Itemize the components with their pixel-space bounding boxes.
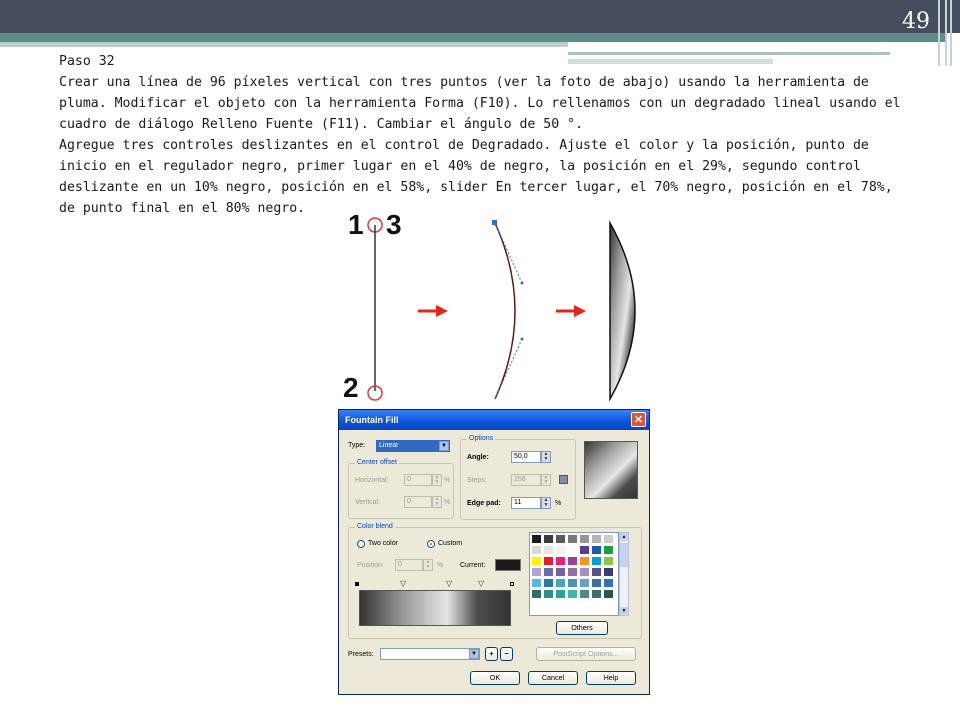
palette-swatch[interactable] (543, 589, 554, 599)
vertical-percent: % (444, 499, 451, 506)
palette-swatch[interactable] (543, 578, 554, 588)
lock-icon[interactable] (559, 475, 568, 484)
palette-swatch[interactable] (531, 567, 542, 577)
ok-button[interactable]: OK (470, 671, 520, 685)
frame-line-3 (950, 0, 952, 66)
palette-swatch[interactable] (555, 545, 566, 555)
palette-swatch[interactable] (591, 567, 602, 577)
dialog-titlebar (339, 410, 649, 430)
palette-swatch[interactable] (603, 589, 614, 599)
palette-swatch[interactable] (579, 534, 590, 544)
palette-scrollbar[interactable] (619, 532, 629, 616)
palette-swatch[interactable] (591, 545, 602, 555)
frame-line-2 (945, 0, 947, 66)
palette-swatch[interactable] (555, 556, 566, 566)
palette-swatch[interactable] (603, 545, 614, 555)
chevron-down-icon[interactable]: ▼ (439, 441, 449, 451)
palette-swatch[interactable] (579, 567, 590, 577)
remove-preset-button[interactable]: − (500, 647, 513, 661)
palette-swatch[interactable] (603, 567, 614, 577)
position-percent: % (437, 562, 444, 569)
position-label: Position: (357, 562, 384, 569)
vertical-input[interactable]: 0 (404, 496, 432, 508)
steps-input[interactable]: 256 (511, 474, 541, 486)
palette-swatch[interactable] (555, 567, 566, 577)
palette-swatch[interactable] (543, 534, 554, 544)
steps-spinner[interactable]: ▲ ▼ (541, 474, 551, 486)
angle-label: Angle: (467, 454, 489, 461)
type-value: Linear (379, 442, 399, 449)
palette-swatch[interactable] (603, 578, 614, 588)
add-preset-button[interactable]: + (485, 647, 498, 661)
angle-spinner[interactable]: ▲ ▼ (541, 451, 551, 463)
presets-label: Presets: (348, 651, 374, 658)
horizontal-input[interactable]: 0 (404, 474, 432, 486)
angle-input[interactable]: 50,0 (511, 451, 541, 463)
paragraph-1: Crear una línea de 96 píxeles vertical con tres puntos (ver la foto de abajo) usando la herramienta de pluma. Modificar el objeto con la herramienta Forma (F10). Lo rellenamos con un degradado lineal usando el cuadro de diálogo Relleno Fuente (F11). Cambiar el ángulo de 50 °. (59, 75, 901, 132)
vertical-spinner[interactable]: ▲ ▼ (432, 496, 442, 508)
two-color-radio[interactable] (357, 540, 365, 548)
body-text (59, 51, 909, 219)
color-blend-title: Color blend (357, 523, 393, 530)
point-label-3: 3 (386, 209, 402, 240)
palette-swatch[interactable] (591, 534, 602, 544)
point-label-1: 1 (348, 209, 364, 240)
start-stop-marker[interactable] (355, 582, 359, 586)
gradient-preview (584, 441, 638, 499)
color-blend-group (348, 523, 642, 639)
accent-bar (0, 33, 945, 42)
scroll-up-icon[interactable]: ▲ (621, 534, 627, 540)
horizontal-percent: % (444, 477, 451, 484)
center-offset-group (348, 459, 454, 519)
position-input[interactable]: 0 (395, 559, 423, 571)
accent-strip (0, 42, 568, 47)
palette-swatch[interactable] (603, 556, 614, 566)
palette-swatch[interactable] (567, 578, 578, 588)
presets-chevron-down-icon[interactable]: ▼ (469, 649, 479, 659)
control-point-icon-2 (521, 338, 524, 341)
palette-swatch[interactable] (567, 545, 578, 555)
presets-select[interactable] (380, 648, 480, 660)
current-color-swatch[interactable] (495, 559, 521, 571)
control-point-icon (521, 282, 524, 285)
postscript-options-button[interactable]: PostScript Options... (536, 647, 636, 661)
palette-swatch[interactable] (531, 534, 542, 544)
options-group (460, 435, 576, 520)
others-button[interactable]: Others (556, 621, 608, 635)
paragraph-2: Agregue tres controles deslizantes en el control de Degradado. Ajuste el color y la posición, punto de inicio en el regulador negro, primer lugar en el 40% de negro, la posición en el 29%, segundo control deslizante en un 10% negro, posición en el 58%, slider En tercer lugar, el 70% negro, posición en el 78%, de punto final en el 80% negro. (59, 138, 893, 216)
palette-swatch[interactable] (579, 556, 590, 566)
palette-swatch[interactable] (567, 589, 578, 599)
palette-swatch[interactable] (579, 545, 590, 555)
palette-swatch[interactable] (531, 589, 542, 599)
custom-radio[interactable] (427, 540, 435, 548)
position-spinner[interactable]: ▲ ▼ (423, 559, 433, 571)
center-offset-title: Center offset (357, 459, 397, 466)
palette-swatch[interactable] (555, 534, 566, 544)
palette-swatch[interactable] (591, 578, 602, 588)
fountain-fill-dialog (338, 409, 650, 695)
end-stop-marker[interactable] (510, 582, 514, 586)
edge-pad-label: Edge pad: (467, 500, 501, 507)
edge-pad-percent: % (555, 500, 562, 507)
two-color-label: Two color (368, 540, 398, 547)
options-title: Options (469, 435, 494, 442)
palette-swatch[interactable] (543, 545, 554, 555)
curved-path (495, 223, 515, 399)
palette-swatch[interactable] (579, 589, 590, 599)
current-label: Current: (460, 562, 486, 569)
cancel-button[interactable]: Cancel (528, 671, 578, 685)
palette-swatch[interactable] (531, 556, 542, 566)
node-handle-icon (492, 220, 497, 225)
palette-swatch[interactable] (555, 578, 566, 588)
palette-swatch[interactable] (591, 589, 602, 599)
scroll-thumb[interactable] (620, 543, 628, 567)
gradient-bar[interactable] (359, 590, 511, 626)
horizontal-label: Horizontal: (355, 477, 389, 484)
type-label: Type: (348, 442, 366, 449)
slider-marker-2-icon[interactable]: ▽ (446, 579, 453, 588)
control-handle-line-2 (495, 339, 522, 399)
steps-label: Steps: (467, 477, 487, 484)
palette-swatch[interactable] (555, 589, 566, 599)
palette-swatch[interactable] (567, 534, 578, 544)
page-number: 49 (902, 9, 930, 34)
palette-swatch[interactable] (543, 556, 554, 566)
edge-pad-spinner[interactable]: ▲ ▼ (541, 497, 551, 509)
custom-label: Custom (438, 540, 463, 547)
gradient-filled-shape (610, 223, 635, 399)
palette-swatch[interactable] (531, 578, 542, 588)
dialog-title: Fountain Fill (345, 415, 399, 425)
diagram-graphics (330, 205, 660, 410)
slider-marker-1-icon[interactable]: ▽ (400, 579, 407, 588)
color-palette[interactable] (529, 532, 619, 616)
palette-swatch[interactable] (567, 556, 578, 566)
scroll-down-icon[interactable]: ▼ (621, 608, 627, 614)
close-button[interactable]: ✕ (631, 412, 646, 427)
arrow-right-icon (418, 305, 448, 317)
type-select[interactable] (376, 440, 450, 452)
palette-swatch[interactable] (543, 567, 554, 577)
horizontal-spinner[interactable]: ▲ ▼ (432, 474, 442, 486)
control-handle-line (495, 223, 522, 283)
point-label-2: 2 (343, 372, 359, 403)
palette-swatch[interactable] (579, 578, 590, 588)
step-heading: Paso 32 (59, 54, 115, 69)
slider-marker-3-icon[interactable]: ▽ (478, 579, 485, 588)
vertical-label: Vertical: (355, 499, 380, 506)
edge-pad-input[interactable]: 11 (511, 497, 541, 509)
arrow-right-icon-2 (556, 305, 586, 317)
palette-swatch[interactable] (591, 556, 602, 566)
help-button[interactable]: Help (586, 671, 636, 685)
top-header-bar (0, 0, 960, 33)
palette-swatch[interactable] (531, 545, 542, 555)
frame-line-1 (938, 0, 940, 66)
palette-swatch[interactable] (567, 567, 578, 577)
shape-steps-diagram (330, 205, 660, 410)
palette-swatch[interactable] (603, 534, 614, 544)
